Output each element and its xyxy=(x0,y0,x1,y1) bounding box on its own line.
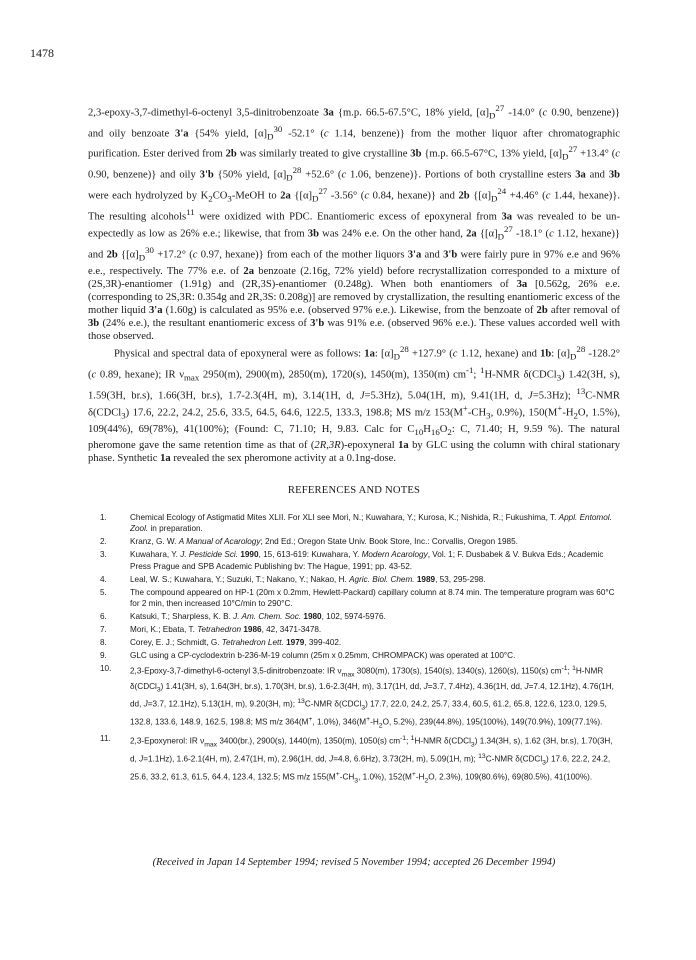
reference-number: 10. xyxy=(100,664,112,674)
reference-item xyxy=(100,536,620,547)
reference-number: 9. xyxy=(100,651,107,661)
page-number: 1478 xyxy=(30,46,54,60)
reference-text: Leal, W. S.; Kuwahara, Y.; Suzuki, T.; Nakano, Y.; Nakao, H. Agric. Biol. Chem. 1989, 53, 295-298. xyxy=(130,574,486,584)
reference-text: Mori, K.; Ebata, T. Tetrahedron 1986, 42, 3471-3478. xyxy=(130,625,322,635)
reference-item xyxy=(100,587,620,610)
reference-text: Corey, E. J.; Schmidt, G. Tetrahedron Lett. 1979, 399-402. xyxy=(130,638,342,648)
reference-text: GLC using a CP-cyclodextrin b-236-M-19 column (25m x 0.25mm, CHROMPACK) was operated at 100°C. xyxy=(130,651,516,661)
reference-item xyxy=(100,512,620,535)
body-text xyxy=(88,102,620,466)
paragraph: Physical and spectral data of epoxyneral were as follows: 1a: $[\alpha]_D^{28} +127.9^\circ$ (c 1.12, hexane) and 1b: $[\alpha]_D^{28}$ -128.2° (c 0.89, hexane); IR $\nu_{max}$ 2950(m), 2900(m), 2850(m), 1720(s), 1450(m), 1350(m) $cm^{-1}$; $^1$H-NMR δ(CDCl$_3$) 1.42(3H, s), 1.59(3H, br.s), 1.66(3H, br.s), 1.7-2.3(4H, m), 3.14(1H, d, J=5.3Hz), 5.04(1H, m), 9.41(1H, d, J=5.3Hz); $^{13}$C-NMR δ(CDCl$_3$) 17.6, 22.2, 24.2, 25.6, 33.5, 64.5, 64.6, 122.5, 133.3, 198.8; MS m/z $153(M^+-CH_3$, 0.9%), $150(M^+-H_2O$, 1.5%), 109(44%), 69(78%), 41(100%); (Found: C, 71.10; H, 9.83. Calc for $C_{10}H_{16}O_2$: C, 71.40; H, 9.59 %). The natural pheromone gave the same retention time as that of (2R,3R)-epoxyneral 1a by GLC using the column with chiral stationary phase. Synthetic 1a revealed the sex pheromone activity at a 0.1ng-dose. xyxy=(88,344,621,465)
reference-number: 2. xyxy=(100,537,107,547)
references-list xyxy=(100,512,620,788)
reference-number: 7. xyxy=(100,625,107,635)
reference-text: Kranz, G. W. A Manual of Acarology; 2nd Ed.; Oregon State Univ. Book Store, Inc.: Corvallis, Oregon 1985. xyxy=(130,537,518,547)
reference-number: 1. xyxy=(100,513,107,522)
references-heading: REFERENCES AND NOTES xyxy=(287,485,421,496)
reference-item xyxy=(100,624,620,635)
reference-item xyxy=(100,574,620,585)
reference-number: 4. xyxy=(100,574,107,584)
reference-number: 6. xyxy=(100,612,107,622)
paragraph: 2,3-epoxy-3,7-dimethyl-6-octenyl 3,5-dinitrobenzoate 3a {m.p. 66.5-67.5°C, 18% yield, $[\alpha]_D^{27}$ -14.0° (c 0.90, benzene)} and oily benzoate 3'a {54% yield, $[\alpha]_D^{30}$ -52.1° (c 1.14, benzene)} from the mother liquor after chromatographic purification. Ester derived from 2b was similarly treated to give crystalline 3b {m.p. 66.5-67°C, 13% yield, $[\alpha]_D^{27} +13.4^\circ$ (c 0.90, benzene)} and oily 3'b {50% yield, $[\alpha]_D^{28} +52.6^\circ$ (c 1.06, benzene)}. Portions of both crystalline esters 3a and 3b were each hydrolyzed by $K_2CO_3$-MeOH to 2a {$[\alpha]_D^{27}$ -3.56° (c 0.84, hexane)} and 2b {$[\alpha]_D^{24} +4.46^\circ$ (c 1.44, hexane)}. The resulting alcohols$^{11}$ were oxidized with PDC. Enantiomeric excess of epoxyneral from 3a was revealed to be un-expectedly as low as 26% e.e.; likewise, that from 3b was 24% e.e. On the other hand, 2a {$[\alpha]_D^{27}$ -18.1° (c 1.12, hexane)} and 2b {$[\alpha]_D^{30} +17.2^\circ$ (c 0.97, hexane)} from each of the mother liquors 3'a and 3'b were fairly pure in 97% e.e and 96% e.e., respectively. The 77% e.e. of 2a benzoate (2.16g, 72% yield) before recrystallization corresponded to a mixture of (2S,3R)-enantiomer (1.91g) and (2R,3S)-enantiomer (0.248g). When both enantiomers of 3a [0.562g, 26% e.e. (corresponding to 2S,3R: 0.354g and 2R,3S: 0.208g)] are removed by crystallization, the resulting enantiomeric excess of the mother liquid 3'a (1.60g) is calculated as 95% e.e. (observed 97% e.e.). Likewise, from the benzoate of 2b after removal of 3b (24% e.e.), the resultant enantiomeric excess of 3'b was 91% e.e. (observed 96% e.e.). These values accorded well with those observed. xyxy=(88,103,621,343)
reference-text: Chemical Ecology of Astigmatid Mites XLII. For XLI see Mori, N.; Kuwahara, Y.; Kurosa, K.; Nishida, R.; Fukushima, T. Appl. Entomol. Zool. in preparation. xyxy=(130,513,612,534)
reference-item xyxy=(100,650,620,661)
reference-number: 3. xyxy=(100,550,107,560)
reference-text: 2,3-Epoxynerol: IR $\nu_{max}$ 3400(br.), 2900(s), 1440(m), 1350(m), 1050(s) $cm^{-1}$; $^1$H-NMR δ(CDCl$_3$) 1.34(3H, s), 1.62 (3H, br.s), 1.70(3H, d, J=1.1Hz), 1.6-2.1(4H, m), 2.47(1H, m), 2.96(1H, dd, J=4.8, 6.6Hz), 3.73(2H, m), 5.09(1H, m); $^{13}$C-NMR δ(CDCl$_3$) 17.6, 22.2, 24.2, 25.6, 33.2, 61.3, 61.5, 64.4, 123.4, 132.5; MS m/z $155(M^+-CH_3$, 1.0%), $152(M^+-H_2O$, 2.3%), 109(80.6%), 69(80.5%), 41(100%). xyxy=(130,735,613,785)
reference-number: 5. xyxy=(100,587,107,597)
reference-number: 8. xyxy=(100,638,107,648)
reference-text: The compound appeared on HP-1 (20m x 0.2mm, Hewlett-Packard) capillary column at 8.74 min. The temperature program was 60°C for 2 min, then increased 10°C/min to 290°C. xyxy=(130,587,615,609)
reference-item xyxy=(100,549,620,572)
received-dates: (Received in Japan 14 September 1994; revised 5 November 1994; accepted 26 December 1994) xyxy=(152,857,556,868)
reference-text: Katsuki, T.; Sharpless, K. B. J. Am. Chem. Soc. 1980, 102, 5974-5976. xyxy=(130,612,386,622)
reference-number: 11. xyxy=(100,734,111,744)
reference-text: 2,3-Epoxy-3,7-dimethyl-6-octenyl 3,5-dinitrobenzoate: IR $\nu_{max}$ 3080(m), 1730(s), 1540(s), 1340(s), 1260(s), 1150(s) $cm^{-1}$; $^1$H-NMR δ(CDCl$_3$) 1.41(3H, s), 1.64(3H, br.s), 1.70(3H, br.s), 1.6-2.3(4H, m), 3.17(1H, dd, J=3.7, 7.4Hz), 4.36(1H, dd, J=7.4, 12.1Hz), 4.76(1H, dd, J=3.7, 12.1Hz), 5.13(1H, m), 9.20(3H, m); $^{13}$C-NMR δ(CDCl$_3$) 17.7, 22.0, 24.2, 25.7, 33.4, 60.5, 61.2, 65.8, 122.6, 123.0, 129.5, 132.8, 133.6, 148.9, 162.5, 198.8; MS m/z 364(M+, 1.0%), $346(M^+-H_2O$, 5.2%), 239(44.8%), 195(100%), 149(70.9%), 109(77.1%). xyxy=(130,665,614,730)
reference-item xyxy=(100,663,620,731)
reference-item xyxy=(100,733,620,786)
reference-item xyxy=(100,637,620,648)
reference-text: Kuwahara, Y. J. Pesticide Sci. 1990, 15, 613-619: Kuwahara, Y. Modern Acarology, Vol. 1; F. Dusbabek & V. Bukva Eds.; Academic Press Prague and SPB Academic Publishing bv: The Hague, 1991; pp. 43-52. xyxy=(130,550,604,571)
reference-item xyxy=(100,611,620,622)
